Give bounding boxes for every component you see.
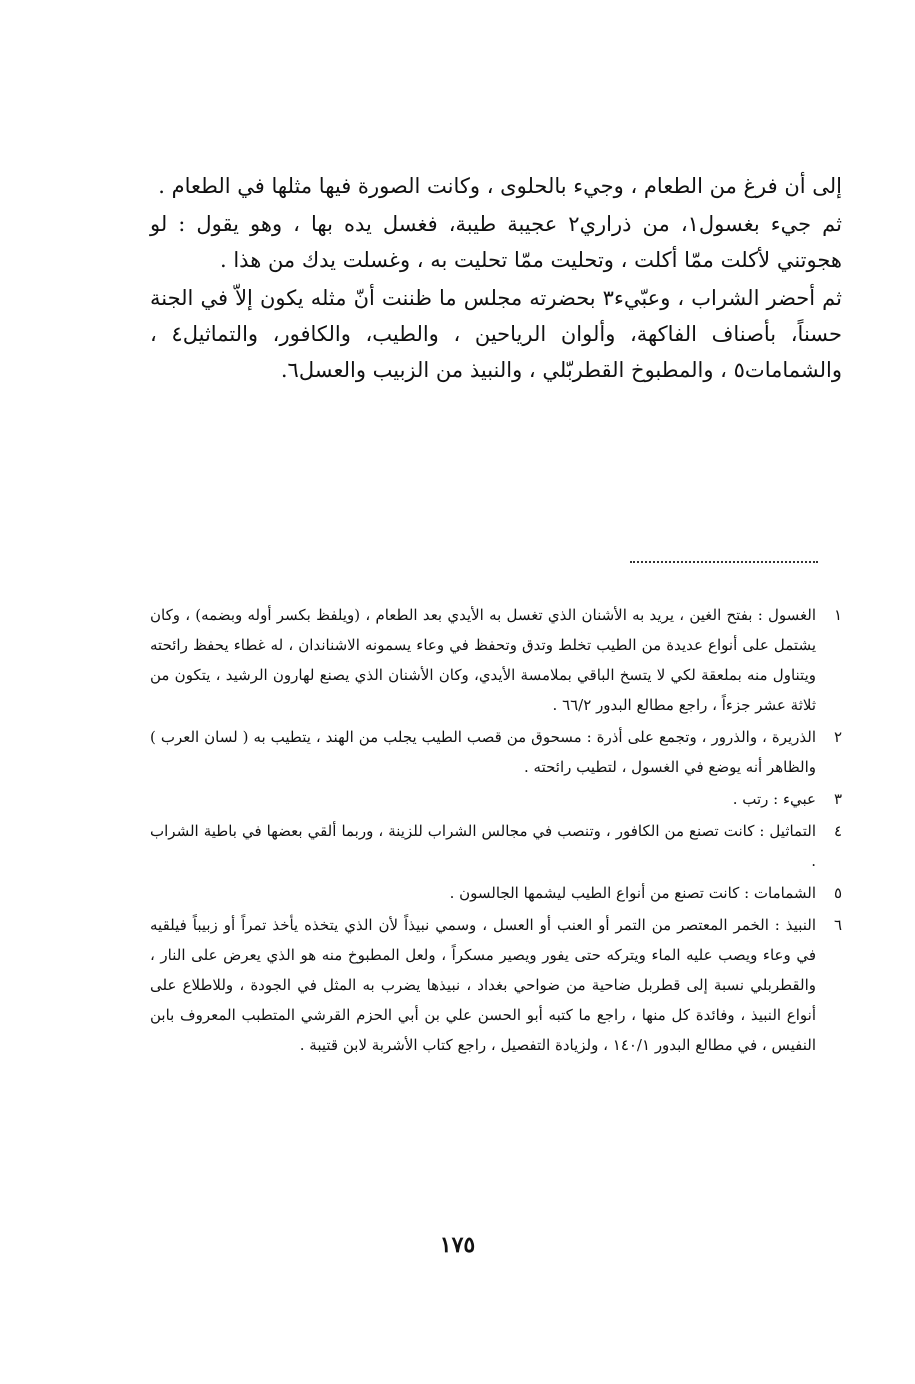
footnote-1 xyxy=(150,600,842,720)
footnote-number: ٣ xyxy=(833,790,842,808)
footnote-text: الشمامات : كانت تصنع من أنواع الطيب ليشمها الجالسون . xyxy=(449,884,816,902)
paragraph-2: ثم جيء بغسول١، من ذراري٢ عجيبة طيبة، فغسل يده بها ، وهو يقول : لو هجوتني لأكلت ممّا أكلت ، وتحليت ممّا تحليت به ، وغسلت يدك من هذا . xyxy=(150,212,842,272)
footnote-text: التماثيل : كانت تصنع من الكافور ، وتنصب في مجالس الشراب للزينة ، وربما ألقي بعضها في باطية الشراب . xyxy=(150,822,816,870)
footnote-6 xyxy=(150,910,842,1060)
paragraph-1: إلى أن فرغ من الطعام ، وجيء بالحلوى ، وكانت الصورة فيها مثلها في الطعام . xyxy=(158,174,842,198)
footnotes xyxy=(150,600,842,1062)
footnote-number: ٤ xyxy=(833,822,842,840)
footnote-text: الذريرة ، والذرور ، وتجمع على أذرة : مسحوق من قصب الطيب يجلب من الهند ، يتطيب به ( لسان العرب ) والظاهر أنه يوضع في الغسول ، لتطيب رائحته . xyxy=(150,728,816,776)
footnote-text: الغسول : بفتح الغين ، يريد به الأشنان الذي تغسل به الأيدي بعد الطعام ، (ويلفظ بكسر أوله وبضمه) ، وكان يشتمل على أنواع عديدة من الطيب تخلط وتدق وتحفظ في وعاء يسمونه الاشناندان ، له غطاء يحفظ رائحته ويتناول منه بملعقة لكي لا يتسخ الباقي بملامسة الأيدي، وكان الأشنان الذي يصنع لهارون الرشيد ، يتكون من ثلاثة عشر جزءاً ، راجع مطالع البدور ٦٦/٢ . xyxy=(150,606,816,714)
footnote-2 xyxy=(150,722,842,782)
footnote-number: ٢ xyxy=(833,728,842,746)
footnote-number: ٦ xyxy=(833,916,842,934)
paragraph-3: ثم أحضر الشراب ، وعبّيء٣ بحضرته مجلس ما ظننت أنّ مثله يكون إلاّ في الجنة حسناً، بأصناف الفاكهة، وألوان الرياحين ، والطيب، والكافور، والتماثيل٤ ، والشمامات٥ ، والمطبوخ القطربّلي ، والنبيذ من الزبيب والعسل٦. xyxy=(150,286,843,382)
footnote-number: ٥ xyxy=(833,884,842,902)
page-number: ١٧٥ xyxy=(439,1232,476,1258)
footnote-divider xyxy=(630,561,818,563)
footnote-3 xyxy=(150,784,842,814)
footnote-4 xyxy=(150,816,842,876)
footnote-text: النبيذ : الخمر المعتصر من التمر أو العنب أو العسل ، وسمي نبيذاً لأن الذي يتخذه يأخذ تمراً أو زبيباً فيلقيه في وعاء ويصب عليه الماء ويتركه حتى يفور ويصير مسكراً ، ولعل المطبوخ منه هو الذي يعرض على النار ، والقطربلي نسبة إلى قطربل ضاحية من ضواحي بغداد ، نبيذها يضرب به المثل في الجودة ، وللاطلاع على أنواع النبيذ ، وفائدة كل منها ، راجع ما كتبه أبو الحسن علي بن أبي الحزم القرشي المتطبب المعروف بابن النفيس ، في مطالع البدور ١٤٠/١ ، ولزيادة التفصيل ، راجع كتاب الأشربة لابن قتيبة . xyxy=(150,916,817,1054)
main-text xyxy=(150,168,842,390)
footnote-5 xyxy=(150,878,842,908)
footnote-text: عبيء : رتب . xyxy=(732,790,816,808)
footnote-number: ١ xyxy=(833,606,842,624)
